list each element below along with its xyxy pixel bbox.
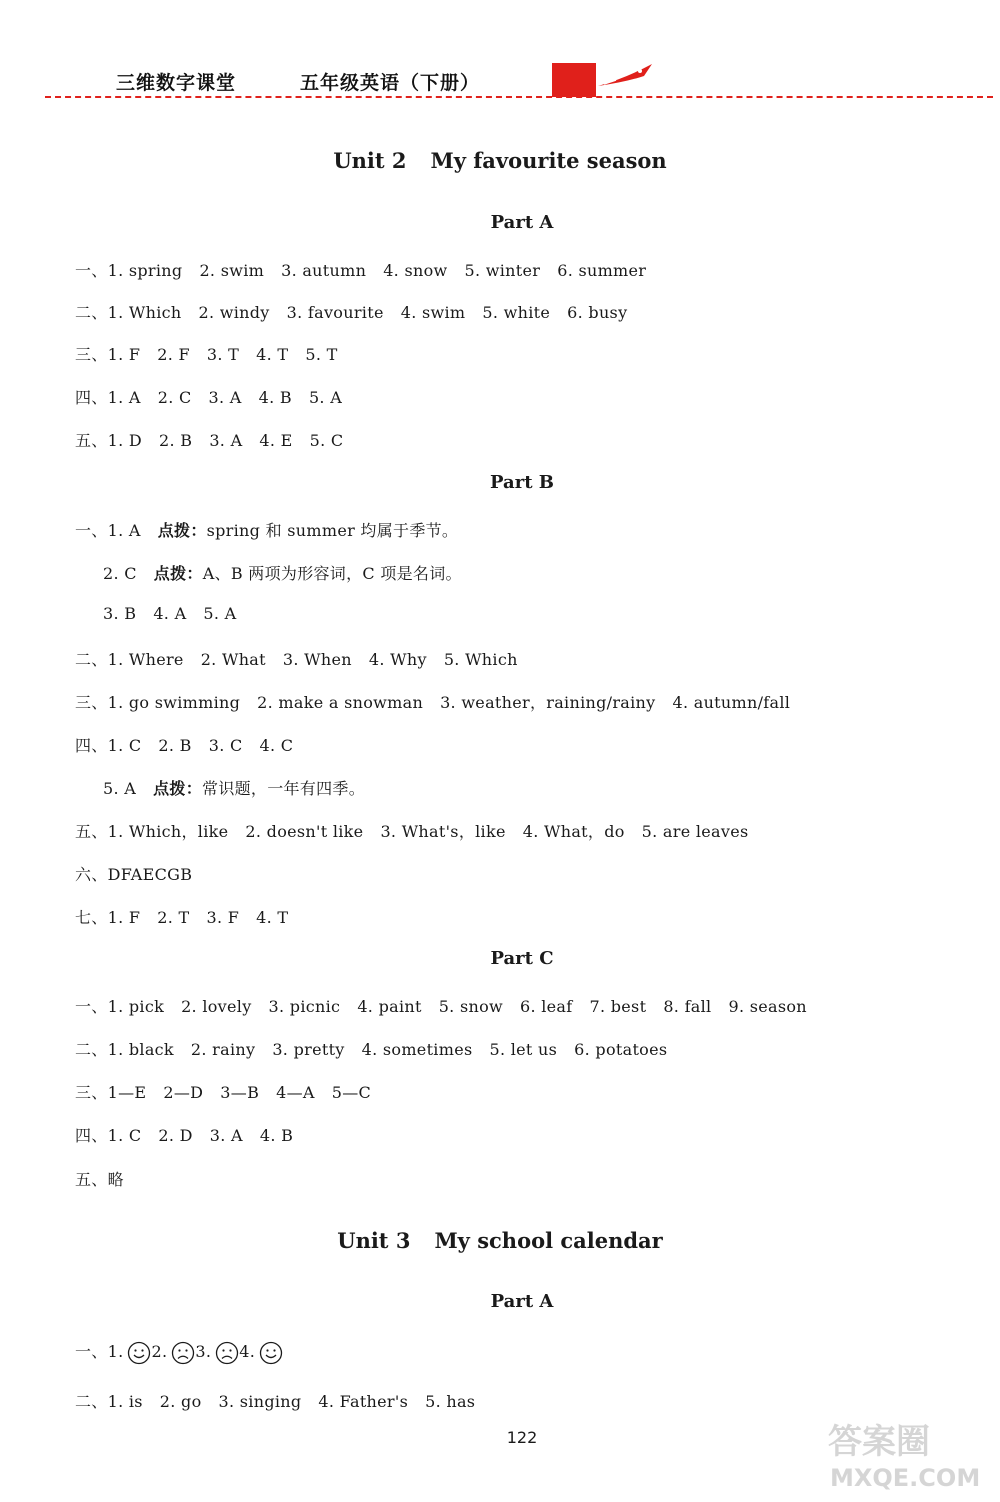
red-flag-decoration [552, 63, 596, 97]
unit-3-title: Unit 3 My school calendar [337, 1228, 663, 1253]
answer-row: 三、1. go swimming 2. make a snowman 3. weather，raining/rainy 4. autumn/fall [75, 693, 791, 712]
unit3-part-a-heading: Part A [490, 1291, 554, 1312]
answer-row: 四、1. C 2. D 3. A 4. B [75, 1126, 294, 1145]
tip: 点拨：spring 和 summer 均属于季节。 [157, 521, 459, 540]
unit2-part-c-heading: Part C [490, 948, 554, 969]
answer-row: 二、1. Which 2. windy 3. favourite 4. swim 5. white 6. busy [75, 303, 628, 322]
answer-row: 五、1. Which，like 2. doesn't like 3. What's，like 4. What，do 5. are leaves [75, 822, 749, 841]
answer-row: 三、1. F 2. F 3. T 4. T 5. T [75, 345, 338, 364]
answer-row: 六、DFAECGB [75, 865, 193, 884]
sad-face-icon [215, 1341, 239, 1365]
book-title: 三维数字课堂 [116, 72, 237, 94]
rocket-icon [596, 58, 656, 90]
page-number: 122 [506, 1428, 538, 1447]
smile-face-icon [259, 1341, 283, 1365]
answer-row: 一、1. A 点拨：spring 和 summer 均属于季节。 [75, 521, 459, 540]
page-header [0, 0, 1000, 110]
answer-row: 五、略 [75, 1170, 124, 1189]
answer-row: 三、1—E 2—D 3—B 4—A 5—C [75, 1083, 372, 1102]
tip: 点拨：常识题，一年有四季。 [153, 779, 366, 798]
answer-row: 2. C 点拨：A、B 两项为形容词，C 项是名词。 [103, 564, 462, 583]
answer-row: 一、1. pick 2. lovely 3. picnic 4. paint 5. snow 6. leaf 7. best 8. fall 9. season [75, 997, 807, 1016]
unit2-part-b-heading: Part B [490, 472, 554, 493]
answer-row: 5. A 点拨：常识题，一年有四季。 [103, 779, 366, 798]
answer-row: 四、1. A 2. C 3. A 4. B 5. A [75, 388, 343, 407]
answer-row: 3. B 4. A 5. A [103, 604, 237, 623]
header-divider [45, 96, 993, 98]
answer-row: 五、1. D 2. B 3. A 4. E 5. C [75, 431, 344, 450]
answer-row: 七、1. F 2. T 3. F 4. T [75, 908, 289, 927]
tip: 点拨：A、B 两项为形容词，C 项是名词。 [153, 564, 462, 583]
answer-row: 二、1. Where 2. What 3. When 4. Why 5. Which [75, 650, 518, 669]
answer-row: 一、1. spring 2. swim 3. autumn 4. snow 5. winter 6. summer [75, 261, 647, 280]
answer-row: 四、1. C 2. B 3. C 4. C [75, 736, 294, 755]
answer-row: 二、1. is 2. go 3. singing 4. Father's 5. has [75, 1392, 476, 1411]
sad-face-icon [171, 1341, 195, 1365]
smile-face-icon [127, 1341, 151, 1365]
unit2-part-a-heading: Part A [490, 212, 554, 233]
watermark: 答案圈 MXQE.COM [828, 1422, 981, 1492]
unit-2-title: Unit 2 My favourite season [333, 148, 667, 173]
answer-row: 二、1. black 2. rainy 3. pretty 4. sometimes 5. let us 6. potatoes [75, 1040, 668, 1059]
grade-subject: 五年级英语（下册） [300, 72, 481, 94]
answer-row: 一、1. 2. 3. 4. [75, 1339, 283, 1365]
